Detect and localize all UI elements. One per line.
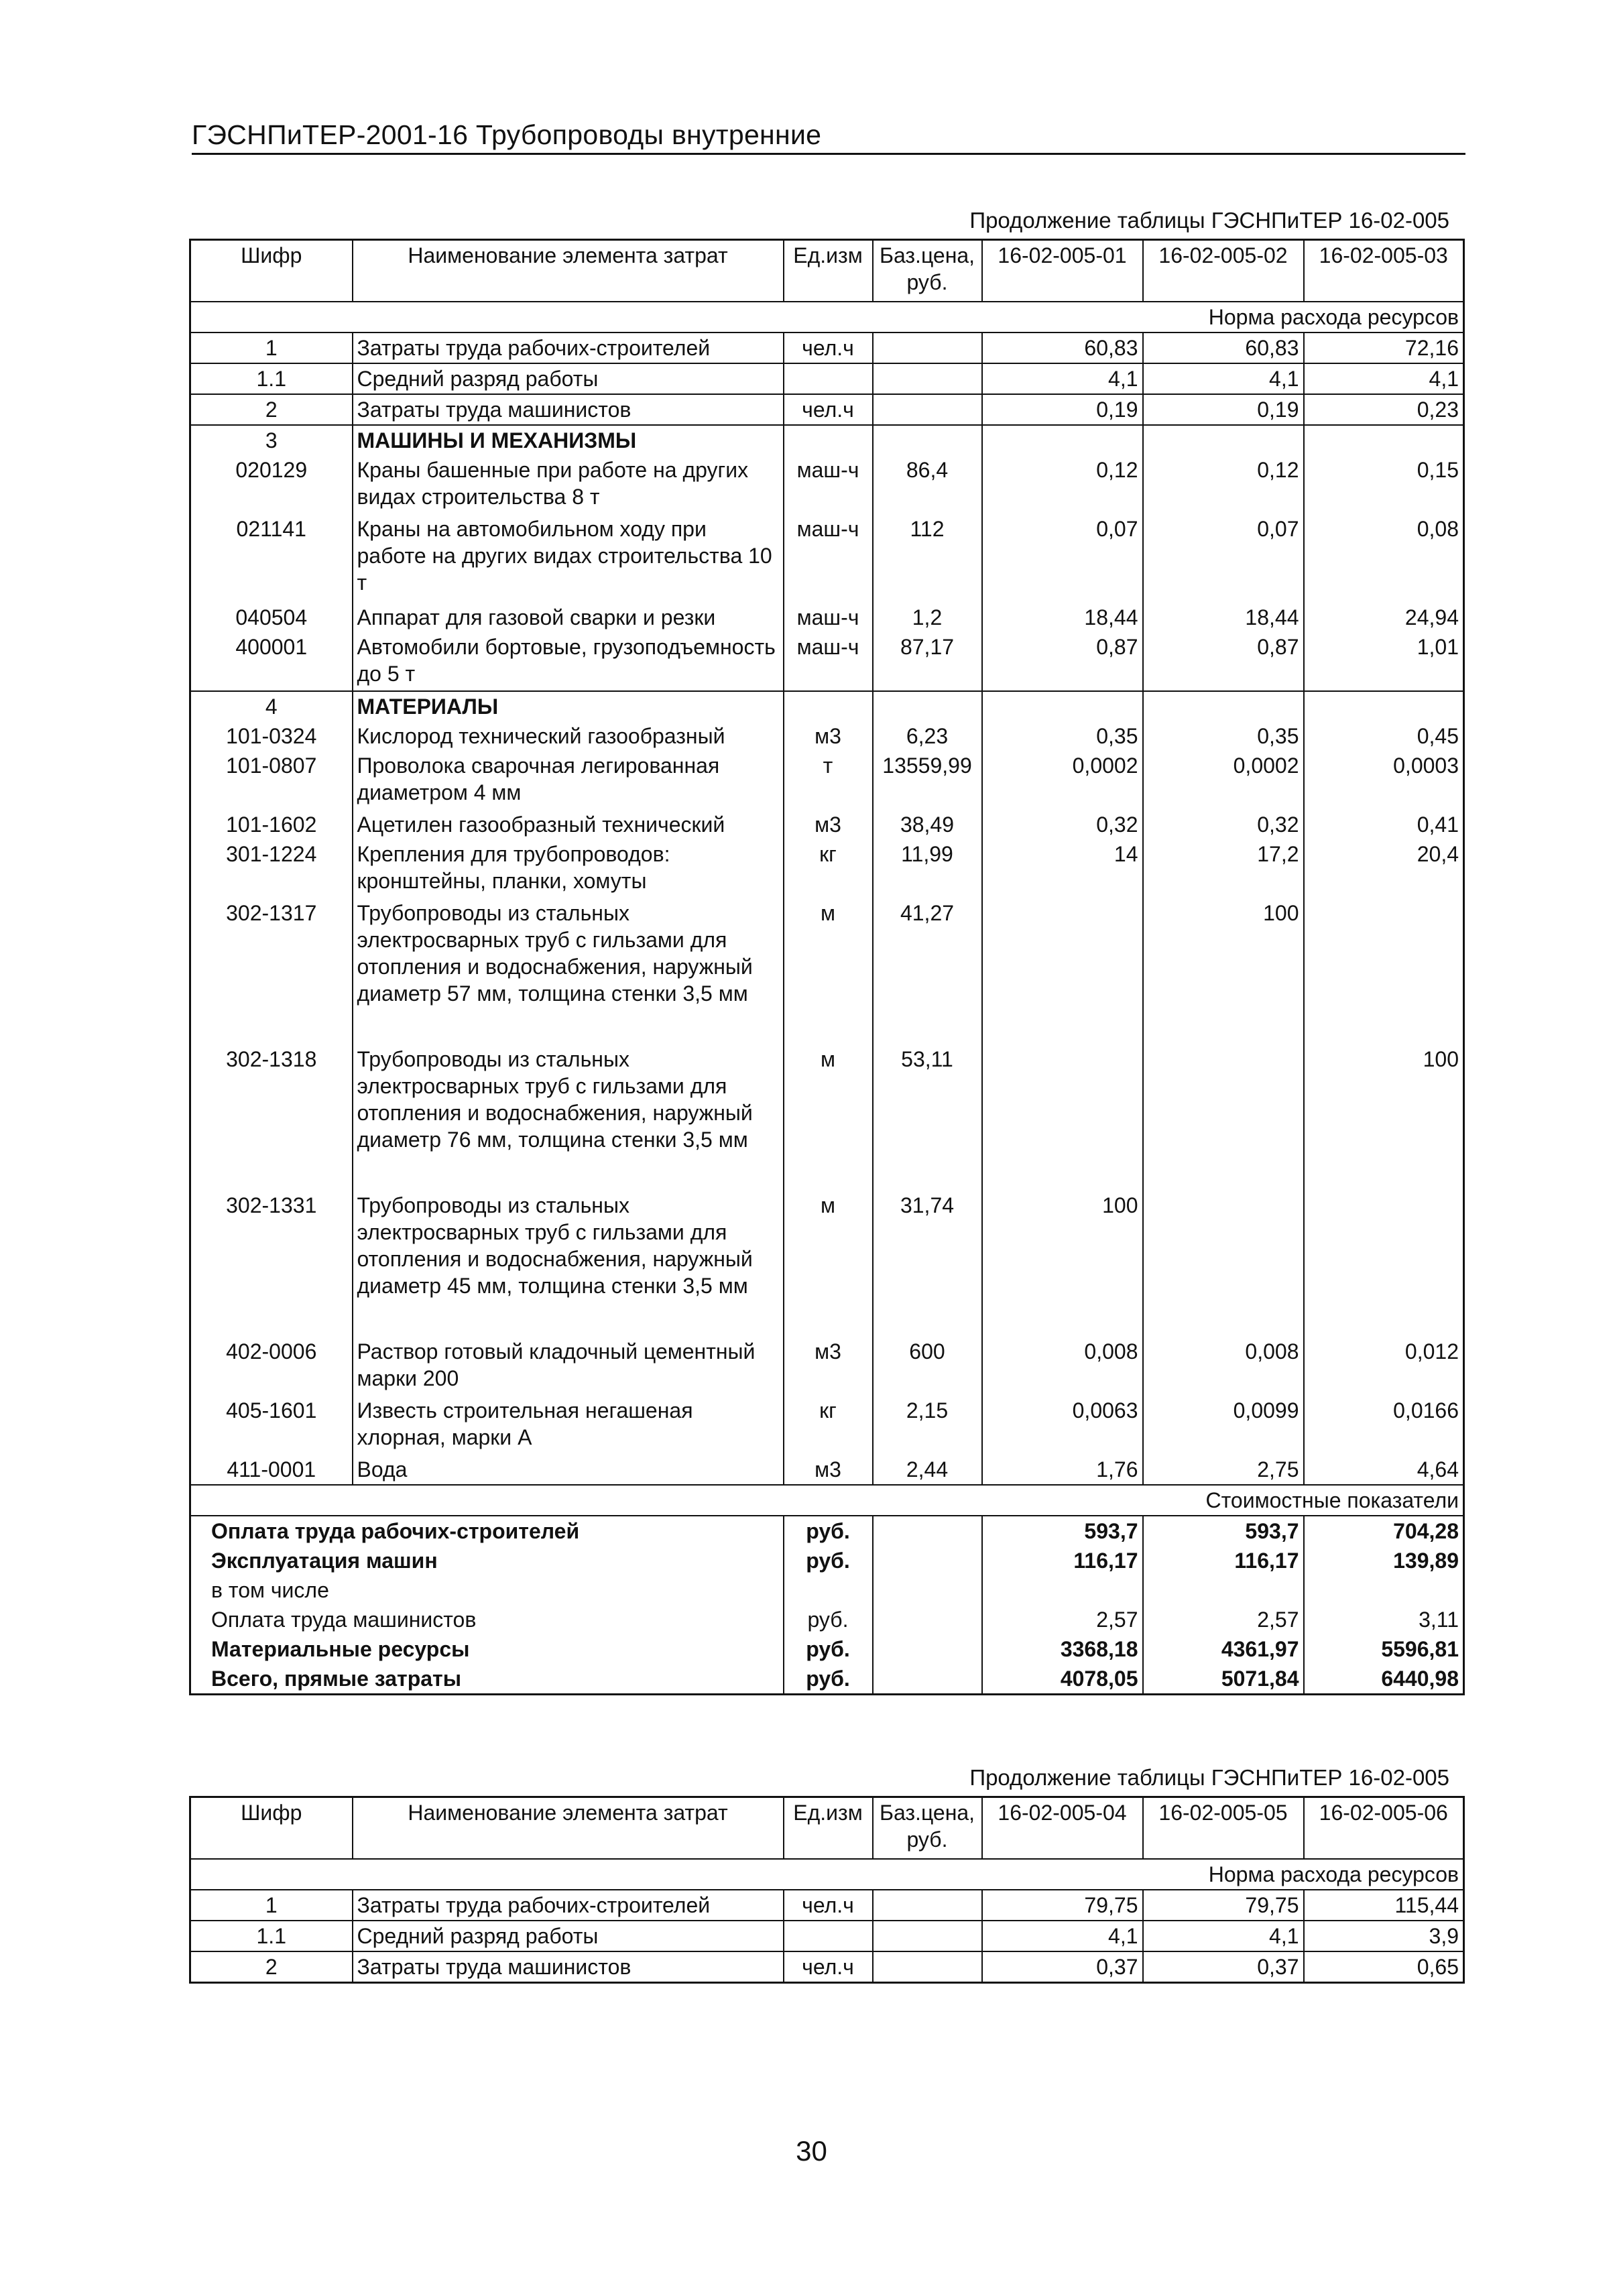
row-price: 2,15 [873, 1396, 982, 1455]
row-value-3: 0,41 [1417, 812, 1459, 837]
table-row [190, 603, 1464, 632]
row-value-3: 3,9 [1304, 1921, 1464, 1951]
table1-rows [190, 333, 1464, 1485]
row-code: 400001 [235, 635, 308, 659]
row-value-2: 4,1 [1143, 1921, 1304, 1951]
row-value-2: 0,19 [1143, 394, 1304, 425]
row-name: Средний разряд работы [353, 1921, 784, 1951]
row-value-3: 4,64 [1417, 1457, 1459, 1482]
row-price [873, 1890, 982, 1921]
col-header-v3: 16-02-005-06 [1304, 1797, 1464, 1860]
cost-row [190, 1634, 1464, 1664]
row-name: Затраты труда машинистов [353, 394, 784, 425]
row-value-3: 0,15 [1417, 458, 1459, 482]
cost-value-2 [1143, 1575, 1304, 1605]
resource-table-1 [189, 239, 1465, 1695]
row-value-1: 4,1 [982, 363, 1143, 394]
row-value-2: 0,0099 [1143, 1396, 1304, 1455]
row-unit: маш-ч [784, 455, 873, 514]
row-value-1 [982, 898, 1143, 1044]
table-row [190, 455, 1464, 514]
row-code: 021141 [236, 517, 306, 541]
row-code: 101-0324 [226, 724, 317, 748]
row-value-2 [1143, 425, 1304, 455]
norm-label: Норма расхода ресурсов [190, 1859, 1464, 1890]
row-value-2: 0,87 [1143, 632, 1304, 691]
cost-value-2: 116,17 [1143, 1546, 1304, 1575]
row-value-1: 1,76 [982, 1455, 1143, 1485]
cost-name: Материальные ресурсы [190, 1634, 784, 1664]
row-price: 600 [873, 1337, 982, 1396]
row-value-2: 60,83 [1143, 333, 1304, 363]
row-name: Краны башенные при работе на других видах строительства 8 т [353, 455, 784, 514]
row-unit: кг [784, 839, 873, 898]
row-code: 1.1 [190, 1921, 353, 1951]
row-value-3: 0,08 [1417, 517, 1459, 541]
cost-name: в том числе [190, 1575, 784, 1605]
col-header-unit: Ед.изм [784, 240, 873, 302]
row-value-3: 0,65 [1304, 1951, 1464, 1983]
table-row [190, 1191, 1464, 1337]
row-price: 13559,99 [873, 751, 982, 810]
row-code: 101-1602 [226, 812, 317, 837]
table-row [190, 1044, 1464, 1191]
row-name: Автомобили бортовые, грузоподъемность до 5 т [353, 632, 784, 691]
row-value-3: 115,44 [1304, 1890, 1464, 1921]
row-price: 2,44 [873, 1455, 982, 1485]
row-code: 302-1331 [226, 1193, 317, 1217]
row-price: 86,4 [873, 455, 982, 514]
cost-label-row [190, 1485, 1464, 1516]
table1-header-row [190, 240, 1464, 302]
row-value-1 [982, 425, 1143, 455]
row-value-3: 0,23 [1304, 394, 1464, 425]
row-value-1: 14 [982, 839, 1143, 898]
row-value-2: 0,07 [1143, 514, 1304, 603]
col-header-v2: 16-02-005-05 [1143, 1797, 1304, 1860]
row-price: 53,11 [873, 1044, 982, 1191]
row-price: 11,99 [873, 839, 982, 898]
table2-header-row [190, 1797, 1464, 1860]
row-code: 020129 [235, 458, 308, 482]
table-row [190, 1337, 1464, 1396]
row-value-2: 0,008 [1143, 1337, 1304, 1396]
cost-value-1: 4078,05 [982, 1664, 1143, 1695]
row-name: Затраты труда рабочих-строителей [353, 1890, 784, 1921]
table-row [190, 632, 1464, 691]
cost-value-1: 593,7 [982, 1516, 1143, 1546]
row-value-3: 100 [1423, 1047, 1459, 1071]
cost-value-2: 4361,97 [1143, 1634, 1304, 1664]
cost-unit: руб. [784, 1516, 873, 1546]
table-row [190, 333, 1464, 363]
row-value-1: 79,75 [982, 1890, 1143, 1921]
row-name: МАШИНЫ И МЕХАНИЗМЫ [353, 425, 784, 455]
col-header-v1: 16-02-005-01 [982, 240, 1143, 302]
cost-value-1: 2,57 [982, 1605, 1143, 1634]
row-unit [784, 1921, 873, 1951]
norm-label-row [190, 302, 1464, 333]
cost-name: Эксплуатация машин [190, 1546, 784, 1575]
row-value-2: 2,75 [1143, 1455, 1304, 1485]
cost-value-3: 6440,98 [1381, 1667, 1459, 1691]
col-header-shifr: Шифр [190, 1797, 353, 1860]
row-value-3: 20,4 [1417, 842, 1459, 866]
row-code: 3 [265, 428, 278, 452]
row-code: 101-0807 [226, 753, 317, 778]
row-name: Кислород технический газообразный [353, 721, 784, 751]
cost-row [190, 1664, 1464, 1695]
row-unit: м [784, 1191, 873, 1337]
row-unit: чел.ч [784, 394, 873, 425]
row-name: Затраты труда машинистов [353, 1951, 784, 1983]
resource-table-2 [189, 1796, 1465, 1984]
col-header-v1: 16-02-005-04 [982, 1797, 1143, 1860]
row-value-2: 17,2 [1143, 839, 1304, 898]
cost-value-2: 593,7 [1143, 1516, 1304, 1546]
cost-price [873, 1634, 982, 1664]
row-price [873, 425, 982, 455]
page-header-title: ГЭСНПиТЕР-2001-16 Трубопроводы внутренние [192, 119, 822, 150]
row-price [873, 691, 982, 721]
row-unit: маш-ч [784, 514, 873, 603]
row-value-3: 4,1 [1304, 363, 1464, 394]
col-header-name: Наименование элемента затрат [353, 1797, 784, 1860]
cost-row [190, 1516, 1464, 1546]
table-row [190, 898, 1464, 1044]
row-name: Трубопроводы из стальных электросварных труб с гильзами для отопления и водоснабжения, наружный диаметр 57 мм, толщина стенки 3,5 мм [353, 898, 784, 1044]
row-name: Известь строительная негашеная хлорная, марки А [353, 1396, 784, 1455]
row-code: 2 [190, 394, 353, 425]
row-value-3: 0,0003 [1393, 753, 1459, 778]
cost-unit: руб. [784, 1664, 873, 1695]
cost-name: Оплата труда машинистов [190, 1605, 784, 1634]
row-value-1: 60,83 [982, 333, 1143, 363]
row-unit: м3 [784, 721, 873, 751]
cost-price [873, 1605, 982, 1634]
col-header-name: Наименование элемента затрат [353, 240, 784, 302]
row-name: Средний разряд работы [353, 363, 784, 394]
row-price: 112 [873, 514, 982, 603]
row-value-1: 0,37 [982, 1951, 1143, 1983]
table1-cost-rows [190, 1516, 1464, 1695]
row-value-3: 72,16 [1304, 333, 1464, 363]
table-row [190, 1455, 1464, 1485]
cost-name: Оплата труда рабочих-строителей [190, 1516, 784, 1546]
col-header-unit: Ед.изм [784, 1797, 873, 1860]
row-value-1: 0,0002 [982, 751, 1143, 810]
row-value-1 [982, 691, 1143, 721]
row-value-2: 0,0002 [1143, 751, 1304, 810]
row-name: Трубопроводы из стальных электросварных труб с гильзами для отопления и водоснабжения, наружный диаметр 45 мм, толщина стенки 3,5 мм [353, 1191, 784, 1337]
row-unit [784, 363, 873, 394]
row-code: 2 [190, 1951, 353, 1983]
row-value-1: 100 [982, 1191, 1143, 1337]
cost-unit [784, 1575, 873, 1605]
row-name: МАТЕРИАЛЫ [353, 691, 784, 721]
row-value-1: 0,32 [982, 810, 1143, 839]
row-code: 4 [190, 691, 353, 721]
table2-continuation-caption: Продолжение таблицы ГЭСНПиТЕР 16-02-005 [969, 1765, 1449, 1790]
norm-label-row [190, 1859, 1464, 1890]
row-value-1: 0,87 [982, 632, 1143, 691]
table-row [190, 839, 1464, 898]
row-value-3 [1304, 425, 1464, 455]
row-name: Трубопроводы из стальных электросварных труб с гильзами для отопления и водоснабжения, наружный диаметр 76 мм, толщина стенки 3,5 мм [353, 1044, 784, 1191]
row-name: Вода [353, 1455, 784, 1485]
row-value-2: 4,1 [1143, 363, 1304, 394]
row-unit: маш-ч [784, 603, 873, 632]
row-value-3: 0,0166 [1393, 1398, 1459, 1423]
row-code: 405-1601 [226, 1398, 317, 1423]
cost-price [873, 1575, 982, 1605]
row-price: 1,2 [873, 603, 982, 632]
row-value-1: 0,12 [982, 455, 1143, 514]
cost-value-3: 5596,81 [1381, 1637, 1459, 1661]
row-name: Аппарат для газовой сварки и резки [353, 603, 784, 632]
row-name: Краны на автомобильном ходу при работе на других видах строительства 10 т [353, 514, 784, 603]
row-price [873, 1951, 982, 1983]
cost-row [190, 1575, 1464, 1605]
row-price: 41,27 [873, 898, 982, 1044]
cost-value-3: 3,11 [1419, 1608, 1459, 1632]
table-row [190, 514, 1464, 603]
cost-value-1: 3368,18 [982, 1634, 1143, 1664]
row-value-2: 79,75 [1143, 1890, 1304, 1921]
table-row [190, 810, 1464, 839]
row-value-2: 0,35 [1143, 721, 1304, 751]
row-value-3 [1304, 898, 1464, 1044]
row-code: 302-1317 [226, 901, 317, 925]
cost-price [873, 1546, 982, 1575]
cost-value-3 [1304, 1575, 1464, 1605]
col-header-price: Баз.цена, руб. [873, 1797, 982, 1860]
row-value-1: 0,0063 [982, 1396, 1143, 1455]
row-unit: маш-ч [784, 632, 873, 691]
table-row [190, 1890, 1464, 1921]
row-value-3 [1304, 691, 1464, 721]
row-value-2: 18,44 [1143, 603, 1304, 632]
col-header-shifr: Шифр [190, 240, 353, 302]
row-code: 1.1 [190, 363, 353, 394]
row-price [873, 363, 982, 394]
row-value-2: 0,12 [1143, 455, 1304, 514]
table-row [190, 363, 1464, 394]
table-row [190, 1951, 1464, 1983]
row-value-3: 1,01 [1417, 635, 1459, 659]
row-unit: м3 [784, 1455, 873, 1485]
cost-value-1 [982, 1575, 1143, 1605]
row-code: 040504 [235, 605, 308, 629]
table-row [190, 721, 1464, 751]
row-code: 402-0006 [226, 1339, 317, 1364]
row-value-1 [982, 1044, 1143, 1191]
row-name: Ацетилен газообразный технический [353, 810, 784, 839]
row-value-2 [1143, 1191, 1304, 1337]
row-price: 6,23 [873, 721, 982, 751]
row-price: 31,74 [873, 1191, 982, 1337]
row-value-2: 0,37 [1143, 1951, 1304, 1983]
row-unit: м3 [784, 810, 873, 839]
header-rule [192, 153, 1465, 155]
row-value-3: 24,94 [1404, 605, 1459, 629]
table-row [190, 691, 1464, 721]
row-name: Крепления для трубопроводов: кронштейны, планки, хомуты [353, 839, 784, 898]
row-unit [784, 425, 873, 455]
cost-row [190, 1605, 1464, 1634]
row-name: Проволока сварочная легированная диаметром 4 мм [353, 751, 784, 810]
row-price: 87,17 [873, 632, 982, 691]
row-value-3: 0,012 [1404, 1339, 1459, 1364]
row-value-1: 0,19 [982, 394, 1143, 425]
cost-value-2: 2,57 [1143, 1605, 1304, 1634]
cost-value-1: 116,17 [982, 1546, 1143, 1575]
cost-value-2: 5071,84 [1143, 1664, 1304, 1695]
col-header-price: Баз.цена, руб. [873, 240, 982, 302]
row-value-2 [1143, 1044, 1304, 1191]
table-row [190, 1921, 1464, 1951]
table-row [190, 1396, 1464, 1455]
row-price [873, 333, 982, 363]
col-header-v3: 16-02-005-03 [1304, 240, 1464, 302]
table1-continuation-caption: Продолжение таблицы ГЭСНПиТЕР 16-02-005 [969, 208, 1449, 233]
table2-rows [190, 1890, 1464, 1983]
cost-value-3: 704,28 [1393, 1519, 1459, 1543]
table-row [190, 751, 1464, 810]
cost-price [873, 1516, 982, 1546]
row-code: 411-0001 [227, 1457, 316, 1482]
cost-price [873, 1664, 982, 1695]
col-header-v2: 16-02-005-02 [1143, 240, 1304, 302]
row-code: 1 [190, 1890, 353, 1921]
cost-value-3: 139,89 [1393, 1549, 1459, 1573]
row-price: 38,49 [873, 810, 982, 839]
row-unit: чел.ч [784, 1951, 873, 1983]
row-unit: чел.ч [784, 1890, 873, 1921]
cost-label: Стоимостные показатели [190, 1485, 1464, 1516]
row-unit: м [784, 1044, 873, 1191]
row-value-1: 0,07 [982, 514, 1143, 603]
norm-label: Норма расхода ресурсов [190, 302, 1464, 333]
row-value-2: 100 [1143, 898, 1304, 1044]
row-code: 301-1224 [226, 842, 317, 866]
table-row [190, 425, 1464, 455]
row-value-1: 0,35 [982, 721, 1143, 751]
row-unit: м [784, 898, 873, 1044]
row-unit [784, 691, 873, 721]
row-value-3 [1304, 1191, 1464, 1337]
row-name: Раствор готовый кладочный цементный марки 200 [353, 1337, 784, 1396]
row-code: 1 [190, 333, 353, 363]
row-value-2 [1143, 691, 1304, 721]
page-number: 30 [796, 2135, 827, 2167]
row-price [873, 394, 982, 425]
row-unit: м3 [784, 1337, 873, 1396]
row-value-1: 4,1 [982, 1921, 1143, 1951]
cost-unit: руб. [784, 1634, 873, 1664]
cost-unit: руб. [784, 1546, 873, 1575]
row-price [873, 1921, 982, 1951]
row-unit: т [784, 751, 873, 810]
cost-unit: руб. [784, 1605, 873, 1634]
row-unit: кг [784, 1396, 873, 1455]
table-row [190, 394, 1464, 425]
row-value-1: 0,008 [982, 1337, 1143, 1396]
row-value-3: 0,45 [1417, 724, 1459, 748]
cost-name: Всего, прямые затраты [190, 1664, 784, 1695]
cost-row [190, 1546, 1464, 1575]
row-unit: чел.ч [784, 333, 873, 363]
row-value-1: 18,44 [982, 603, 1143, 632]
row-code: 302-1318 [226, 1047, 317, 1071]
row-name: Затраты труда рабочих-строителей [353, 333, 784, 363]
row-value-2: 0,32 [1143, 810, 1304, 839]
